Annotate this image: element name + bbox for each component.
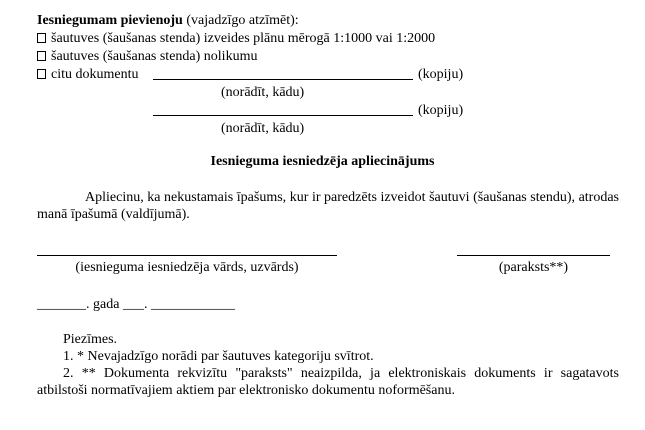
attachment-item-regulations: [37, 48, 257, 65]
specify-hint-1: (norādīt, kādu): [221, 85, 305, 100]
attachment-item-other-label: citu dokumentu: [51, 67, 139, 82]
checkbox-plan[interactable]: [37, 33, 46, 43]
attachments-heading-bold: Iesniegumam pievienoju: [37, 13, 183, 28]
date-gada: . gada: [86, 297, 120, 312]
attachment-item-plan-label: šautuves (šaušanas stenda) izveides plānu mērogā 1:1000 vai 1:2000: [51, 31, 436, 46]
notes-title: Piezīmes.: [63, 332, 118, 347]
attachment-item-regulations-label: šautuves (šaušanas stenda) nolikumu: [51, 49, 258, 64]
checkbox-regulations[interactable]: [37, 51, 46, 61]
note-item-1: 1. * Nevajadzīgo norādi par šautuves kategoriju svītrot.: [63, 349, 374, 364]
date-year-blank[interactable]: _______: [37, 297, 86, 312]
date-month-blank[interactable]: ____________: [150, 297, 235, 312]
name-caption: (iesnieguma iesniedzēja vārds, uzvārds): [75, 260, 299, 275]
specify-hint-2: (norādīt, kādu): [221, 121, 305, 136]
date-day-blank[interactable]: ___.: [122, 297, 148, 312]
other-document-blank-1[interactable]: [153, 79, 413, 80]
attachment-item-other: [37, 66, 139, 83]
other-document-copy-1: (kopiju): [418, 67, 464, 82]
note-item-2: 2. ** Dokumenta rekvizītu "paraksts" neaizpilda, ja elektroniskais dokuments ir sagatavots atbilstoši normatīvajiem aktiem par elektronisko dokumentu noformēšanu.: [37, 366, 619, 398]
signature-caption: (paraksts**): [498, 260, 569, 275]
date-line: [37, 296, 235, 313]
other-document-copy-2: (kopiju): [418, 103, 464, 118]
checkbox-other[interactable]: [37, 69, 46, 79]
signature-blank[interactable]: [457, 255, 610, 256]
attachments-heading: [37, 12, 299, 29]
declaration-title: Iesnieguma iesniedzēja apliecinājums: [210, 154, 435, 169]
declaration-text: Apliecinu, ka nekustamais īpašums, kur ir paredzēts izveidot šautuvi (šaušanas stendu), atrodas manā īpašumā (valdījumā).: [37, 190, 619, 222]
attachments-heading-note: (vajadzīgo atzīmēt):: [182, 13, 299, 28]
other-document-blank-2[interactable]: [153, 115, 413, 116]
attachment-item-plan: [37, 30, 435, 47]
name-blank[interactable]: [37, 255, 337, 256]
